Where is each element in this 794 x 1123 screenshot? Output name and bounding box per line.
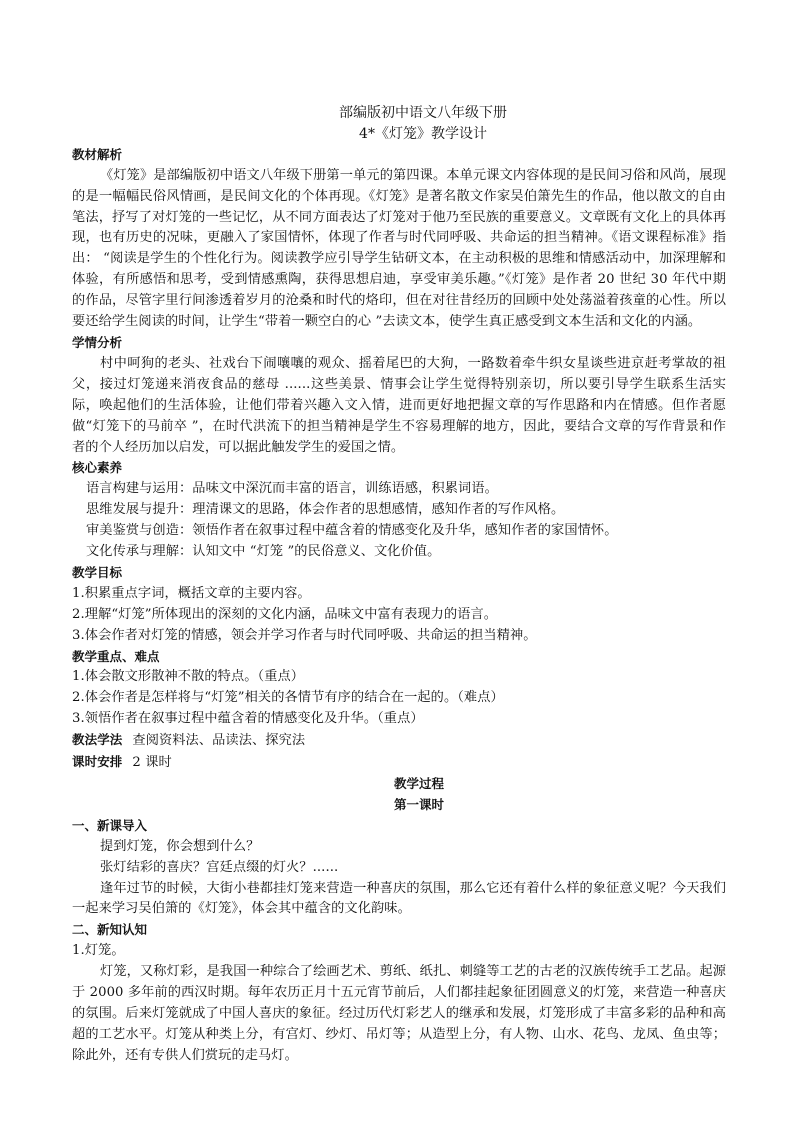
student-analysis-body: 村中呵狗的老头、社戏台下闹嚷嚷的观众、摇着尾巴的大狗，一路数着牵牛织女星谈些进京赶考掌故的祖父，接过灯笼递来消夜食品的慈母 ......这些美景、情事会让学生觉得特别亲切，所以要引导学生联系生活实际，唤起他们的生活体验，让他们带着兴趣入文入情，进而更好地把握文章的写作思路和内在情感。但作者愿做“灯笼下的马前卒 ”，在时代洪流下的担当精神是学生不容易理解的地方，因此，要结合文章的写作背景和作者的个人经历加以启发，可以据此触发学生的爱国之情。 <box>72 355 726 455</box>
schedule-line <box>72 752 726 774</box>
textbook-analysis-heading: 教材解析 <box>72 146 123 162</box>
core-literacy-item: 审美鉴赏与创造：领悟作者在叙事过程中蕴含着的情感变化及升华，感知作者的家国情怀。 <box>86 523 618 539</box>
teaching-goal-item: 3.体会作者对灯笼的情感，领会并学习作者与时代同呼吸、共命运的担当精神。 <box>72 627 537 643</box>
section1-line: 张灯结彩的喜庆？宫廷点缀的灯火？...... <box>100 859 339 875</box>
textbook-analysis-body: 《灯笼》是部编版初中语文八年级下册第一单元的第四课。本单元课文内容体现的是民间习俗和风尚，展现的是一幅幅民俗风情画，是民间文化的个体再现。《灯笼》是著名散文作家吴伯箫先生的作品，他以散文的自由笔法，抒写了对灯笼的一些记忆，从不同方面表达了灯笼对于他乃至民族的重要意义。文章既有文化上的具体再现，也有历史的况味，更融入了家国情怀，体现了作者与时代同呼吸、共命运的担当精神。《语文课程标准》指出： “阅读是学生的个性化行为。阅读教学应引导学生钻研文本，在主动积极的思维和情感活动中，加深理解和体验，有所感悟和思考，受到情感熏陶，获得思想启迪，享受审美乐趣。”《灯笼》是作者 20 世纪 30 年代中期的作品，尽管字里行间渗透着岁月的沧桑和时代的烙印，但在对往昔经历的回顾中处处荡溢着孩童的心性。所以要还给学生阅读的时间，让学生“带着一颗空白的心 ”去读文本，使学生真正感受到文本生活和文化的内涵。 <box>72 167 726 330</box>
methods-value: 查阅资料法、品读法、探究法 <box>132 733 306 749</box>
core-literacy-item: 思维发展与提升：理清课文的思路，体会作者的思想感情，感知作者的写作风格。 <box>86 502 565 518</box>
section2-heading: 二、新知认知 <box>72 922 148 938</box>
schedule-value: 2 课时 <box>132 755 172 771</box>
methods-line <box>72 730 726 752</box>
key-point-item: 3.领悟作者在叙事过程中蕴含着的情感变化及升华。（重点） <box>72 711 424 727</box>
methods-label: 教法学法 <box>72 732 123 748</box>
core-literacy-heading: 核心素养 <box>72 460 123 476</box>
section1-line: 提到灯笼，你会想到什么？ <box>100 838 260 854</box>
document-title: 部编版初中语文八年级下册 <box>339 105 507 121</box>
student-analysis-heading: 学情分析 <box>72 334 123 350</box>
section2-body: 灯笼，又称灯彩，是我国一种综合了绘画艺术、剪纸、纸扎、刺缝等工艺的古老的汉族传统手工艺品。起源于 2000 多年前的西汉时期。每年农历正月十五元宵节前后，人们都挂起象征团圆意义的灯笼，来营造一种喜庆的氛围。后来灯笼就成了中国人喜庆的象征。经过历代灯彩艺人的继承和发展，灯笼形成了丰富多彩的品种和高超的工艺水平。灯笼从种类上分，有宫灯、纱灯、吊灯等；从造型上分，有人物、山水、花鸟、龙凤、鱼虫等；除此外，还有专供人们赏玩的走马灯。 <box>72 964 726 1063</box>
teaching-goal-item: 2.理解“灯笼”所体现出的深刻的文化内涵，品味文中富有表现力的语言。 <box>72 606 498 622</box>
key-points-heading: 教学重点、难点 <box>72 648 160 664</box>
section1-heading: 一、新课导入 <box>72 817 148 833</box>
teaching-goals-heading: 教学目标 <box>72 564 123 580</box>
section1-line: 逢年过节的时候，大街小巷都挂灯笼来营造一种喜庆的氛围，那么它还有着什么样的象征意义呢？今天我们一起来学习吴伯箫的《灯笼》，体会其中蕴含的文化韵味。 <box>72 880 726 917</box>
document-subtitle: 4*《灯笼》教学设计 <box>359 125 487 142</box>
core-literacy-item: 语言构建与运用：品味文中深沉而丰富的语言，训练语感，积累词语。 <box>86 481 498 497</box>
teaching-goal-item: 1.积累重点字词，概括文章的主要内容。 <box>72 585 311 601</box>
core-literacy-item: 文化传承与理解：认知文中 “灯笼 ”的民俗意义、文化价值。 <box>86 544 441 560</box>
key-point-item: 2.体会作者是怎样将与“灯笼”相关的各情节有序的结合在一起的。（难点） <box>72 690 504 706</box>
schedule-label: 课时安排 <box>72 754 123 770</box>
process-heading: 教学过程 <box>393 776 444 791</box>
key-point-item: 1.体会散文形散神不散的特点。（重点） <box>72 669 305 685</box>
section2-subheading: 1.灯笼。 <box>72 943 125 959</box>
document-page <box>72 103 726 1067</box>
lesson-heading: 第一课时 <box>393 796 444 812</box>
